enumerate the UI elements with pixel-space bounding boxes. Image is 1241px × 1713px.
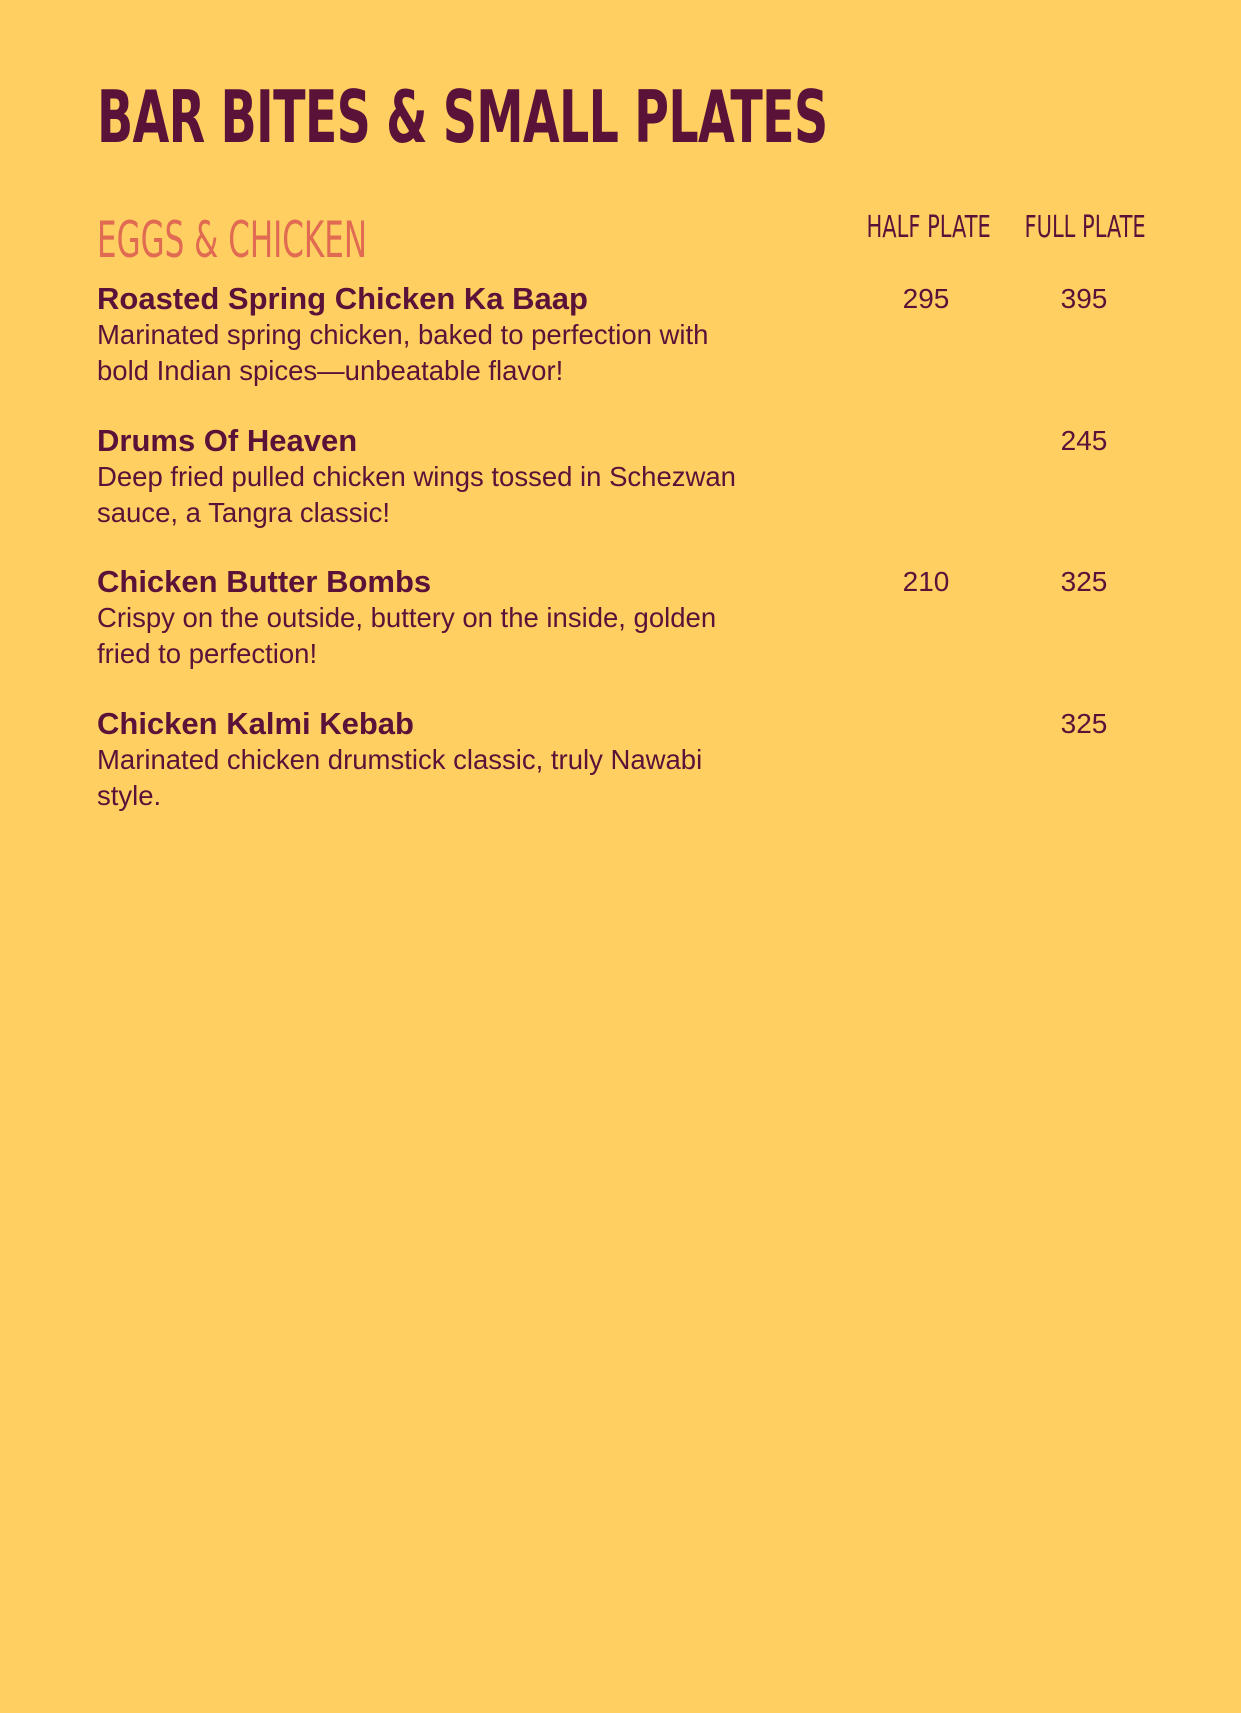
menu-item-description: Marinated chicken drumstick classic, truly Nawabi style.: [97, 743, 703, 811]
menu-item-name: Roasted Spring Chicken Ka Baap: [97, 281, 588, 316]
menu-item-description: Crispy on the outside, buttery on the inside, golden fried to perfection!: [97, 602, 717, 669]
menu-item-name: Chicken Kalmi Kebab: [97, 705, 414, 741]
menu-item-description: Deep fried pulled chicken wings tossed in Schezwan sauce, a Tangra classic!: [97, 460, 736, 528]
menu-item: [97, 562, 1157, 704]
full-plate-price: 395: [1060, 283, 1108, 314]
page-title: BAR BITES & SMALL PLATES: [97, 75, 828, 159]
menu-item-name: Chicken Butter Bombs: [97, 564, 432, 599]
menu-item-list: [97, 279, 1157, 845]
full-plate-price: 245: [1060, 424, 1108, 456]
menu-item: [97, 704, 1157, 846]
menu-item: [97, 279, 1157, 421]
full-plate-column-header: FULL PLATE: [1024, 210, 1146, 245]
menu-item: [97, 421, 1157, 563]
half-plate-price: 210: [902, 566, 950, 597]
half-plate-price: 295: [902, 283, 950, 314]
full-plate-price: 325: [1060, 707, 1108, 739]
menu-item-name: Drums Of Heaven: [97, 422, 358, 458]
full-plate-price: 325: [1060, 566, 1108, 597]
menu-item-description: Marinated spring chicken, baked to perfection with bold Indian spices—unbeatable flavor!: [97, 319, 709, 386]
section-title: EGGS & CHICKEN: [97, 211, 368, 269]
half-plate-column-header: HALF PLATE: [866, 210, 991, 245]
